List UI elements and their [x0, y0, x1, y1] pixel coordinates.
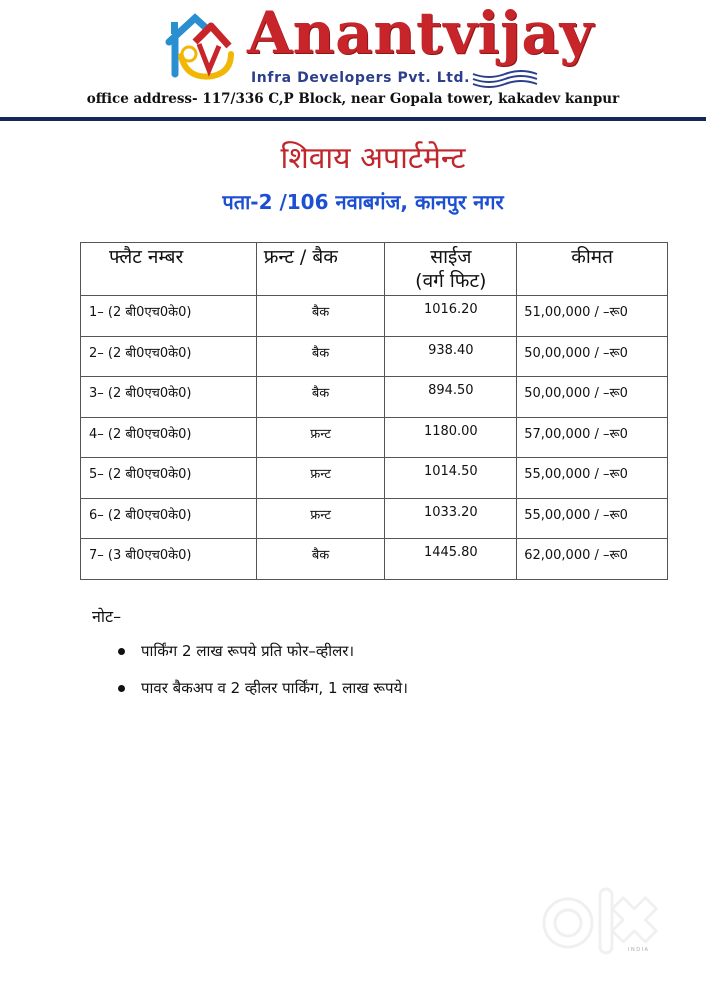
note-text: पार्किंग 2 लाख रूपये प्रति फोर–व्हीलर। [141, 642, 355, 660]
cell-flat: 2– (2 बी0एच0के0) [81, 336, 257, 377]
table-row [81, 458, 668, 499]
cell-size: 894.50 [385, 377, 517, 418]
table-row [81, 377, 668, 418]
cell-price: 57,00,000 / –रू0 [517, 417, 668, 458]
cell-size: 1033.20 [385, 498, 517, 539]
cell-flat: 3– (2 बी0एच0के0) [81, 377, 257, 418]
cell-price: 50,00,000 / –रू0 [517, 336, 668, 377]
table-row [81, 336, 668, 377]
cell-price: 51,00,000 / –रू0 [517, 296, 668, 337]
cell-facing: बैक [256, 336, 385, 377]
company-logo [165, 0, 594, 88]
header-divider [0, 117, 706, 121]
cell-size: 1180.00 [385, 417, 517, 458]
table-header-row [81, 243, 668, 296]
cell-facing: फ्रन्ट [256, 417, 385, 458]
office-address: office address- 117/336 C,P Block, near Gopala tower, kakadev kanpur [86, 91, 620, 107]
table-row [81, 296, 668, 337]
header-size-line2: (वर्ग फिट) [415, 270, 487, 292]
cell-facing: बैक [256, 377, 385, 418]
header-front-back: फ्रन्ट / बैक [256, 243, 385, 296]
brand-name: Anantvijay [247, 0, 594, 67]
header-price: कीमत [517, 243, 668, 296]
cell-facing: बैक [256, 539, 385, 580]
cell-flat: 4– (2 बी0एच0के0) [81, 417, 257, 458]
table-row [81, 498, 668, 539]
notes-list [118, 641, 408, 715]
note-text: पावर बैकअप व 2 व्हीलर पार्किंग, 1 लाख रूपये। [141, 679, 408, 697]
cell-flat: 7– (3 बी0एच0के0) [81, 539, 257, 580]
price-table [80, 242, 668, 580]
note-label: नोट– [92, 607, 122, 626]
cell-size: 1016.20 [385, 296, 517, 337]
olx-india-label: INDIA [628, 947, 650, 953]
cell-size: 1014.50 [385, 458, 517, 499]
header-size-line1: साईज [430, 246, 472, 268]
cell-flat: 6– (2 बी0एच0के0) [81, 498, 257, 539]
cell-facing: फ्रन्ट [256, 498, 385, 539]
cell-price: 55,00,000 / –रू0 [517, 458, 668, 499]
project-address: पता-2 /106 नवाबगंज, कानपुर नगर [222, 190, 504, 214]
table-row [81, 417, 668, 458]
header-size [385, 243, 517, 296]
cell-price: 62,00,000 / –रू0 [517, 539, 668, 580]
bullet-icon [118, 685, 125, 692]
cell-price: 55,00,000 / –रू0 [517, 498, 668, 539]
waves-icon [471, 70, 539, 88]
cell-price: 50,00,000 / –रू0 [517, 377, 668, 418]
cell-facing: फ्रन्ट [256, 458, 385, 499]
bullet-icon [118, 648, 125, 655]
project-title: शिवाय अपार्टमेन्ट [280, 141, 466, 176]
cell-flat: 1– (2 बी0एच0के0) [81, 296, 257, 337]
cell-size: 938.40 [385, 336, 517, 377]
cell-facing: बैक [256, 296, 385, 337]
brand-subtitle: Infra Developers Pvt. Ltd. [251, 70, 471, 86]
note-item [118, 641, 408, 661]
house-logo-icon [165, 12, 237, 82]
cell-size: 1445.80 [385, 539, 517, 580]
olx-watermark-icon [540, 885, 670, 957]
note-item [118, 678, 408, 698]
cell-flat: 5– (2 बी0एच0के0) [81, 458, 257, 499]
table-row [81, 539, 668, 580]
header-flat-number: फ्लैट नम्बर [81, 243, 257, 296]
